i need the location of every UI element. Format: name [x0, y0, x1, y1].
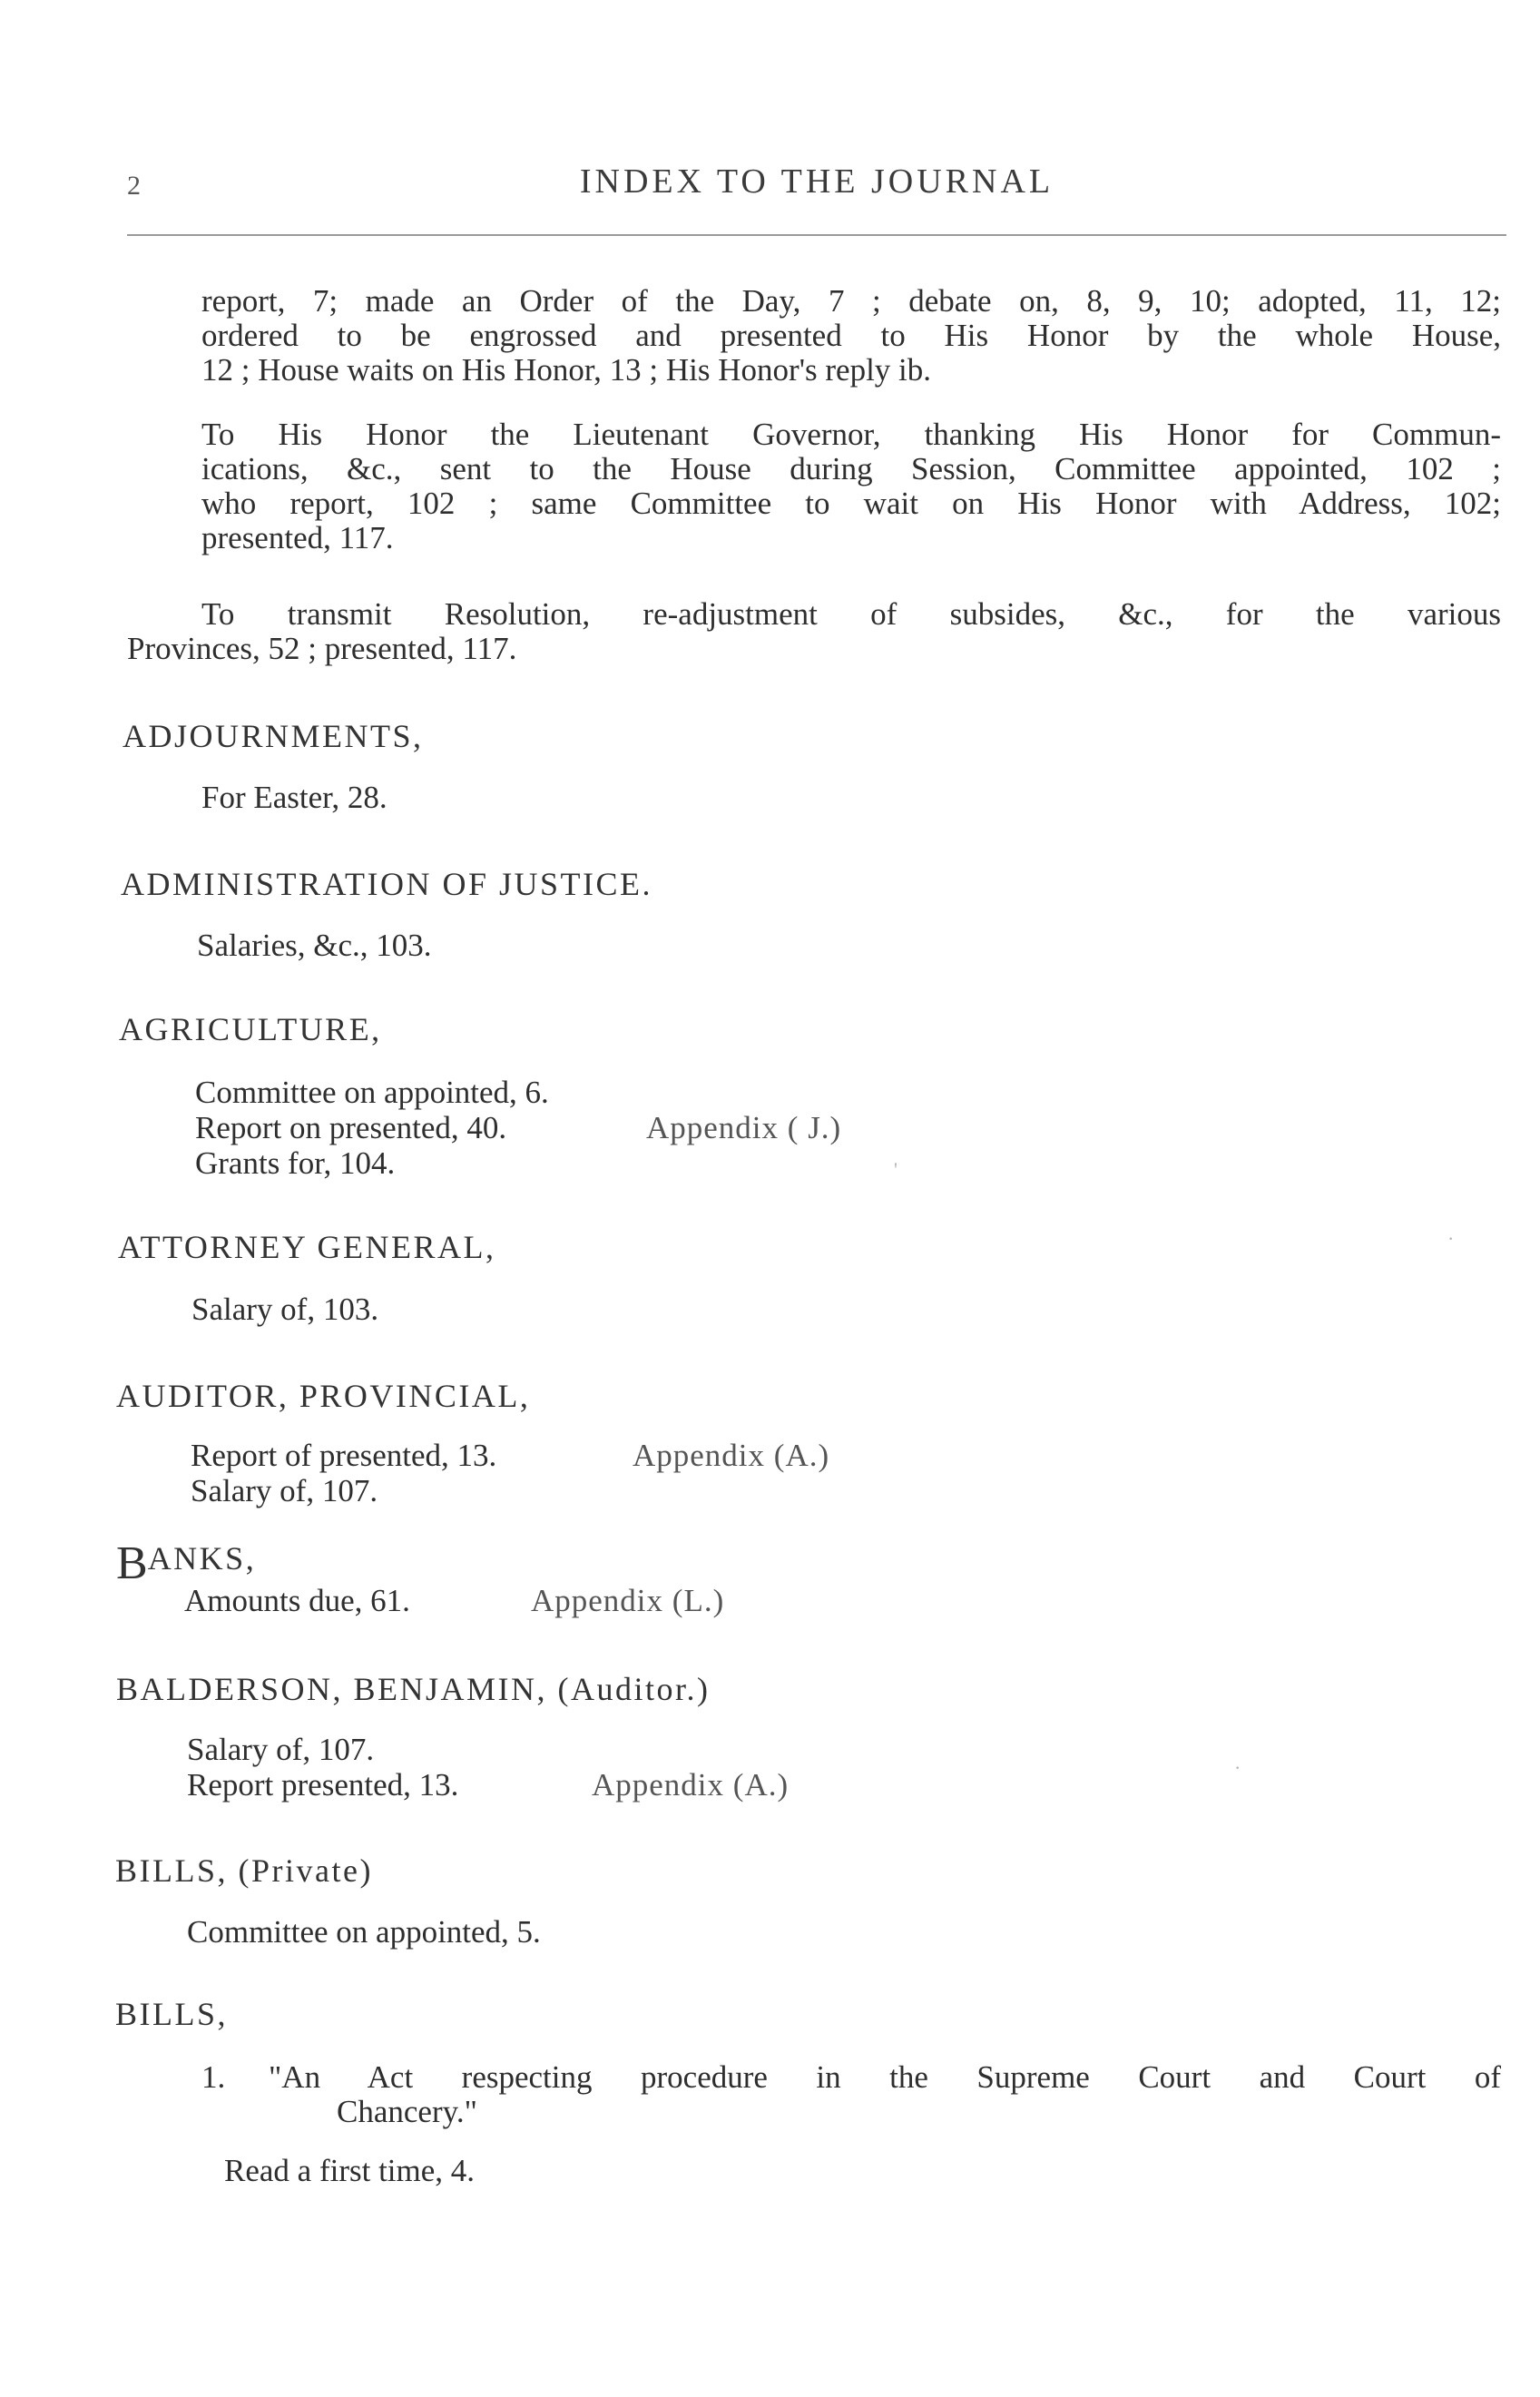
- section-heading-bills-private: BILLS, (Private): [115, 1852, 373, 1889]
- text-line: ications, &c., sent to the House during Session, Committee appointed, 102 ;: [201, 451, 1501, 486]
- text-line: To His Honor the Lieutenant Governor, thanking His Honor for Commun-: [201, 417, 1501, 452]
- appendix-ref: Appendix ( J.): [646, 1110, 842, 1145]
- entry-committee: Committee on appointed, 5.: [187, 1914, 541, 1950]
- entry-report: [191, 1438, 830, 1473]
- entry-grants: Grants for, 104.: [195, 1145, 396, 1181]
- entry-text: Report of presented, 13.: [191, 1438, 497, 1473]
- text-line: 12 ; House waits on His Honor, 13 ; His Honor's reply ib.: [201, 352, 932, 388]
- bill-title: [269, 2060, 1501, 2129]
- section-heading-balderson: BALDERSON, BENJAMIN, (Auditor.): [116, 1671, 711, 1707]
- section-heading-bills: BILLS,: [115, 1996, 229, 2032]
- entry-salary: Salary of, 103.: [191, 1292, 379, 1327]
- entry-report: [187, 1767, 790, 1803]
- entry-text: Report presented, 13.: [187, 1767, 459, 1803]
- entry-salary: Salary of, 107.: [191, 1473, 378, 1508]
- entry-report: [195, 1110, 842, 1145]
- entry-text: Report on presented, 40.: [195, 1110, 507, 1145]
- section-heading-justice: ADMINISTRATION OF JUSTICE.: [121, 866, 653, 902]
- section-heading-auditor: AUDITOR, PROVINCIAL,: [116, 1378, 531, 1414]
- print-speck: ·: [1447, 1227, 1455, 1250]
- text-line: ordered to be engrossed and presented to His Honor by the whole House,: [201, 318, 1501, 353]
- text-line: report, 7; made an Order of the Day, 7 ; debate on, 8, 9, 10; adopted, 11, 12;: [201, 283, 1501, 319]
- address-reply-entry: [201, 284, 1501, 388]
- entry-salary: Salary of, 107.: [187, 1732, 375, 1767]
- page-header: [127, 162, 1506, 216]
- print-speck: ': [894, 1158, 898, 1181]
- text-line: who report, 102 ; same Committee to wait on His Honor with Address, 102;: [201, 486, 1501, 521]
- bill-number: 1.: [201, 2059, 226, 2095]
- entry-text: Amounts due, 61.: [184, 1583, 410, 1618]
- heading-rest: ANKS,: [147, 1540, 257, 1577]
- transmit-resolution-entry: [127, 597, 1501, 666]
- entry-committee: Committee on appointed, 6.: [195, 1075, 549, 1110]
- section-heading-attorney-general: ATTORNEY GENERAL,: [118, 1229, 496, 1265]
- section-heading-adjournments: ADJOURNMENTS,: [123, 718, 424, 754]
- entry-salaries: Salaries, &c., 103.: [197, 928, 432, 963]
- appendix-ref: Appendix (L.): [531, 1583, 725, 1618]
- print-speck: ·: [1234, 1756, 1241, 1779]
- text-line: presented, 117.: [201, 520, 394, 555]
- appendix-ref: Appendix (A.): [633, 1438, 830, 1473]
- entry-amounts-due: [184, 1583, 725, 1618]
- text-line: Chancery.": [337, 2094, 477, 2129]
- section-heading-agriculture: AGRICULTURE,: [119, 1011, 382, 1047]
- text-line: Provinces, 52 ; presented, 117.: [127, 631, 517, 666]
- text-line: To transmit Resolution, re-adjustment of subsides, &c., for the various: [201, 596, 1501, 632]
- address-thanks-entry: [201, 418, 1501, 555]
- text-line: "An Act respecting procedure in the Supreme Court and Court of: [269, 2059, 1501, 2095]
- appendix-ref: Appendix (A.): [592, 1767, 790, 1803]
- page-number: 2: [127, 171, 141, 201]
- entry-easter: For Easter, 28.: [201, 780, 387, 815]
- drop-initial: B: [116, 1537, 148, 1589]
- running-title: INDEX TO THE JOURNAL: [579, 162, 1054, 201]
- header-rule: [127, 234, 1506, 236]
- entry-read-first-time: Read a first time, 4.: [224, 2153, 476, 2188]
